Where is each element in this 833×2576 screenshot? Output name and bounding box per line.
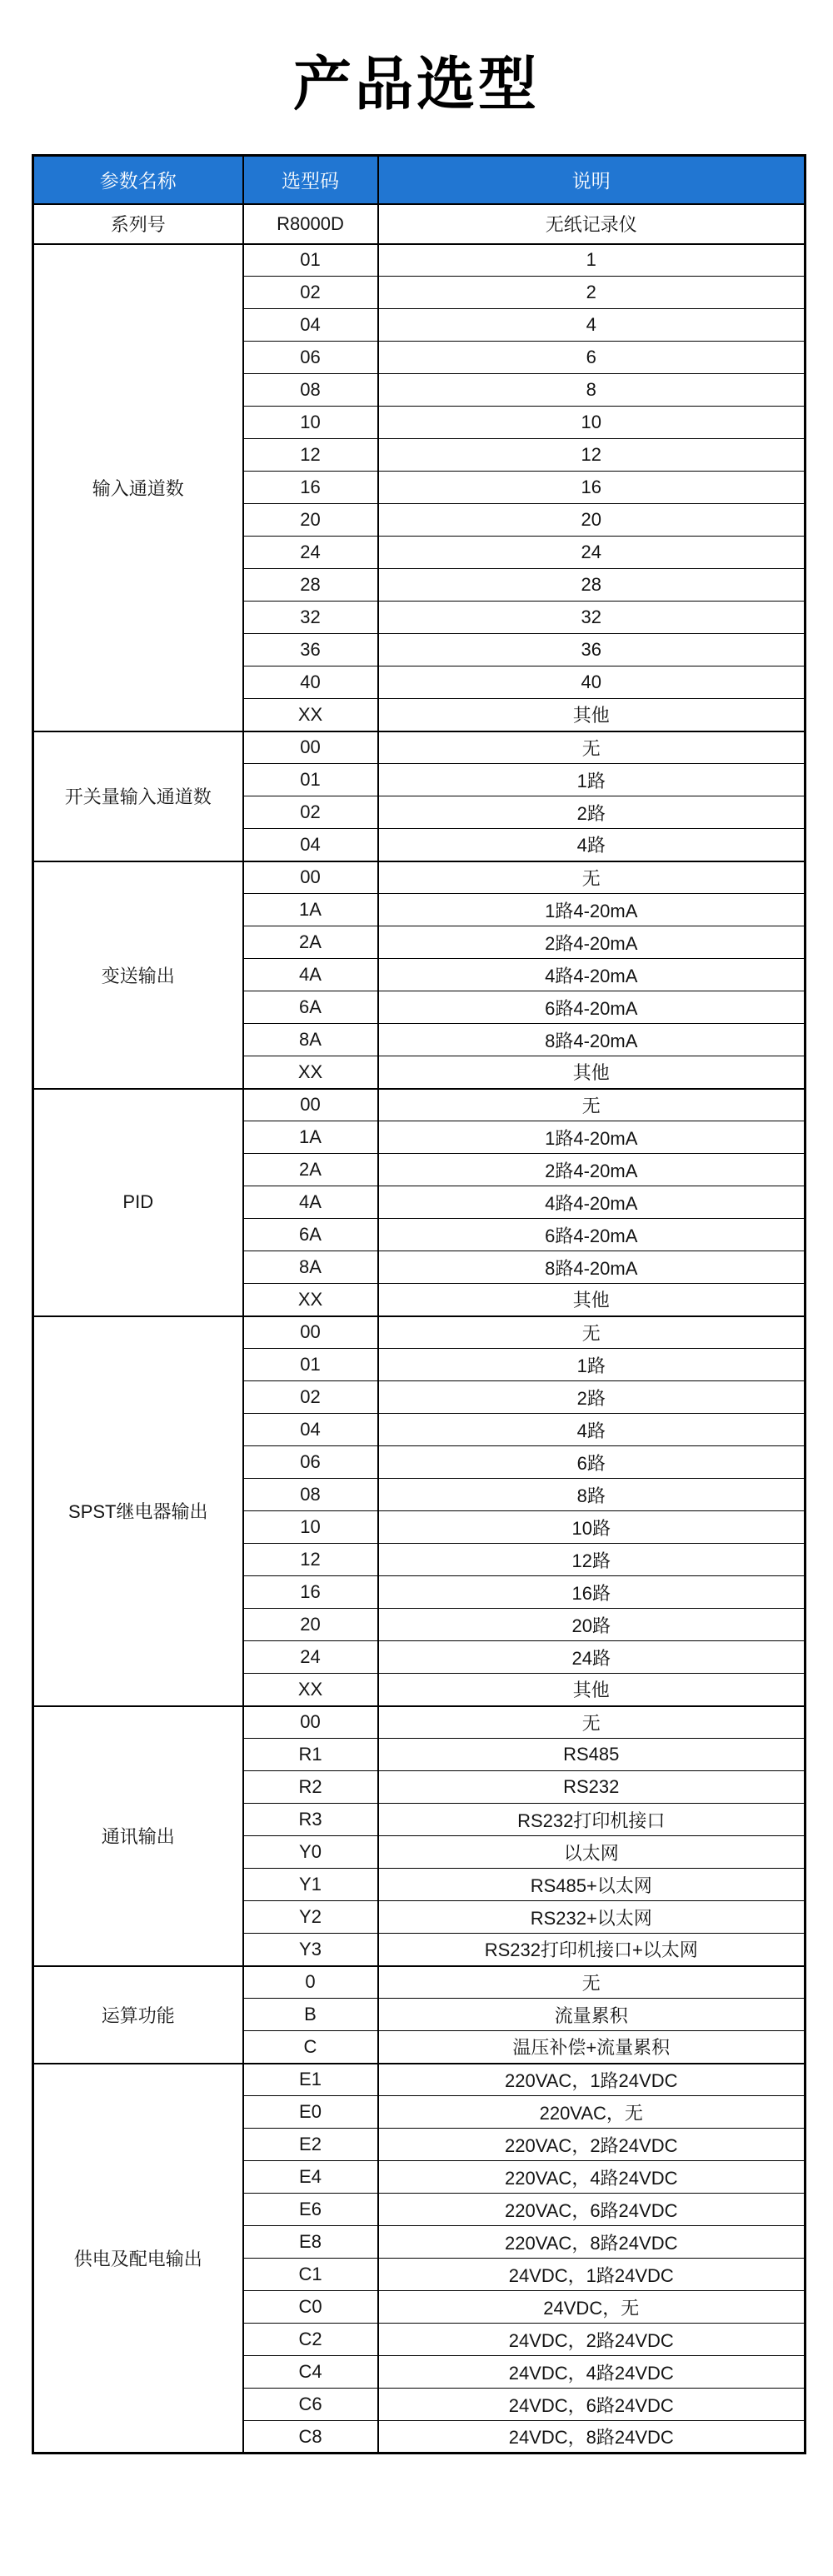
selection-code-cell: 20 [243,1609,378,1641]
description-cell: 24VDC，无 [378,2291,806,2324]
description-cell: 4路 [378,1414,806,1446]
description-cell: 20路 [378,1609,806,1641]
description-cell: 24 [378,537,806,569]
description-cell: 220VAC，1路24VDC [378,2064,806,2096]
table-row [33,1966,806,1999]
table-header [33,156,806,204]
selection-code-cell: 28 [243,569,378,602]
selection-code-cell: XX [243,1284,378,1316]
description-cell: 4路4-20mA [378,959,806,991]
selection-code-cell: 36 [243,634,378,666]
selection-code-cell: 0 [243,1966,378,1999]
param-name-cell: PID [33,1089,243,1316]
description-cell: 无 [378,861,806,894]
selection-code-cell: XX [243,1056,378,1089]
description-cell: 36 [378,634,806,666]
description-cell: 无 [378,1966,806,1999]
description-cell: 1路 [378,764,806,796]
description-cell: 32 [378,602,806,634]
selection-code-cell: C8 [243,2421,378,2454]
description-cell: 8路4-20mA [378,1251,806,1284]
selection-code-cell: R8000D [243,204,378,244]
description-cell: RS232 [378,1771,806,1804]
selection-code-cell: 01 [243,1349,378,1381]
selection-code-cell: 02 [243,1381,378,1414]
description-cell: 无纸记录仪 [378,204,806,244]
description-cell: 24VDC，8路24VDC [378,2421,806,2454]
description-cell: 28 [378,569,806,602]
description-cell: 其他 [378,1284,806,1316]
param-name-cell: 通讯输出 [33,1706,243,1966]
table-row [33,861,806,894]
selection-code-cell: 10 [243,407,378,439]
selection-code-cell: XX [243,1674,378,1706]
description-cell: 其他 [378,1674,806,1706]
description-cell: 6 [378,342,806,374]
selection-code-cell: 08 [243,1479,378,1511]
selection-code-cell: 20 [243,504,378,537]
param-name-cell: 输入通道数 [33,244,243,731]
table-body [33,204,806,2454]
param-name-cell: 变送输出 [33,861,243,1089]
selection-code-cell: 01 [243,244,378,277]
table-row [33,731,806,764]
description-cell: RS232打印机接口 [378,1804,806,1836]
description-cell: 8路4-20mA [378,1024,806,1056]
selection-code-cell: E4 [243,2161,378,2194]
selection-code-cell: 00 [243,731,378,764]
description-cell: 6路4-20mA [378,1219,806,1251]
description-cell: 2路 [378,796,806,829]
description-cell: 其他 [378,1056,806,1089]
table-row [33,244,806,277]
description-cell: 1 [378,244,806,277]
selection-code-cell: 1A [243,894,378,926]
selection-code-cell: 4A [243,959,378,991]
selection-code-cell: 12 [243,1544,378,1576]
selection-code-cell: R1 [243,1739,378,1771]
description-cell: 无 [378,1316,806,1349]
param-name-cell: 系列号 [33,204,243,244]
description-cell: 2路 [378,1381,806,1414]
col-header-description: 说明 [378,156,806,204]
selection-code-cell: 2A [243,926,378,959]
selection-code-cell: C2 [243,2324,378,2356]
description-cell: 16路 [378,1576,806,1609]
description-cell: 8路 [378,1479,806,1511]
selection-code-cell: 01 [243,764,378,796]
table-row [33,2064,806,2096]
description-cell: 24VDC，4路24VDC [378,2356,806,2389]
selection-code-cell: 06 [243,1446,378,1479]
description-cell: RS232打印机接口+以太网 [378,1934,806,1966]
selection-code-cell: Y1 [243,1869,378,1901]
col-header-parameter-name: 参数名称 [33,156,243,204]
selection-code-cell: 6A [243,991,378,1024]
table-row [33,1706,806,1739]
description-cell: 20 [378,504,806,537]
table-row [33,204,806,244]
description-cell: RS485 [378,1739,806,1771]
description-cell: 24路 [378,1641,806,1674]
selection-code-cell: Y0 [243,1836,378,1869]
description-cell: 流量累积 [378,1999,806,2031]
description-cell: 220VAC，8路24VDC [378,2226,806,2259]
selection-code-cell: E6 [243,2194,378,2226]
header-row [33,156,806,204]
param-name-cell: 运算功能 [33,1966,243,2064]
selection-code-cell: 6A [243,1219,378,1251]
description-cell: 24VDC，6路24VDC [378,2389,806,2421]
page-title: 产品选型 [293,52,540,117]
description-cell: 16 [378,472,806,504]
selection-code-cell: 24 [243,537,378,569]
product-selection-table [32,154,806,2454]
selection-code-cell: C6 [243,2389,378,2421]
param-name-cell: 开关量输入通道数 [33,731,243,861]
description-cell: 2路4-20mA [378,1154,806,1186]
description-cell: 6路 [378,1446,806,1479]
selection-code-cell: E2 [243,2129,378,2161]
selection-code-cell: 02 [243,796,378,829]
description-cell: 220VAC，无 [378,2096,806,2129]
description-cell: 220VAC，6路24VDC [378,2194,806,2226]
col-header-selection-code: 选型码 [243,156,378,204]
selection-code-cell: E1 [243,2064,378,2096]
selection-code-cell: 04 [243,1414,378,1446]
selection-code-cell: Y3 [243,1934,378,1966]
description-cell: 1路 [378,1349,806,1381]
selection-code-cell: 06 [243,342,378,374]
param-name-cell: SPST继电器输出 [33,1316,243,1706]
selection-code-cell: 40 [243,666,378,699]
selection-code-cell: 00 [243,1706,378,1739]
selection-code-cell: 02 [243,277,378,309]
description-cell: 4路4-20mA [378,1186,806,1219]
description-cell: RS232+以太网 [378,1901,806,1934]
description-cell: 12 [378,439,806,472]
description-cell: 1路4-20mA [378,1121,806,1154]
selection-code-cell: 4A [243,1186,378,1219]
selection-code-cell: 04 [243,309,378,342]
description-cell: 10 [378,407,806,439]
description-cell: 无 [378,1089,806,1121]
selection-code-cell: 32 [243,602,378,634]
table-row [33,1089,806,1121]
selection-code-cell: 04 [243,829,378,861]
selection-code-cell: C4 [243,2356,378,2389]
description-cell: 24VDC，2路24VDC [378,2324,806,2356]
selection-code-cell: B [243,1999,378,2031]
description-cell: RS485+以太网 [378,1869,806,1901]
selection-code-cell: 12 [243,439,378,472]
description-cell: 10路 [378,1511,806,1544]
selection-code-cell: XX [243,699,378,731]
description-cell: 2路4-20mA [378,926,806,959]
selection-code-cell: 00 [243,1089,378,1121]
selection-code-cell: 8A [243,1024,378,1056]
selection-code-cell: C0 [243,2291,378,2324]
selection-code-cell: C [243,2031,378,2064]
selection-code-cell: C1 [243,2259,378,2291]
description-cell: 8 [378,374,806,407]
description-cell: 无 [378,1706,806,1739]
description-cell: 温压补偿+流量累积 [378,2031,806,2064]
description-cell: 220VAC，2路24VDC [378,2129,806,2161]
selection-code-cell: 00 [243,1316,378,1349]
description-cell: 其他 [378,699,806,731]
description-cell: 2 [378,277,806,309]
description-cell: 40 [378,666,806,699]
description-cell: 无 [378,731,806,764]
description-cell: 24VDC，1路24VDC [378,2259,806,2291]
selection-code-cell: R3 [243,1804,378,1836]
selection-code-cell: 10 [243,1511,378,1544]
selection-code-cell: 1A [243,1121,378,1154]
selection-code-cell: Y2 [243,1901,378,1934]
selection-code-cell: 16 [243,1576,378,1609]
description-cell: 220VAC，4路24VDC [378,2161,806,2194]
table-row [33,1316,806,1349]
param-name-cell: 供电及配电输出 [33,2064,243,2454]
selection-code-cell: 00 [243,861,378,894]
description-cell: 4路 [378,829,806,861]
description-cell: 6路4-20mA [378,991,806,1024]
selection-code-cell: E0 [243,2096,378,2129]
selection-code-cell: E8 [243,2226,378,2259]
selection-code-cell: 16 [243,472,378,504]
description-cell: 1路4-20mA [378,894,806,926]
selection-code-cell: 24 [243,1641,378,1674]
description-cell: 以太网 [378,1836,806,1869]
selection-code-cell: 08 [243,374,378,407]
selection-code-cell: 2A [243,1154,378,1186]
description-cell: 12路 [378,1544,806,1576]
description-cell: 4 [378,309,806,342]
selection-code-cell: 8A [243,1251,378,1284]
selection-code-cell: R2 [243,1771,378,1804]
